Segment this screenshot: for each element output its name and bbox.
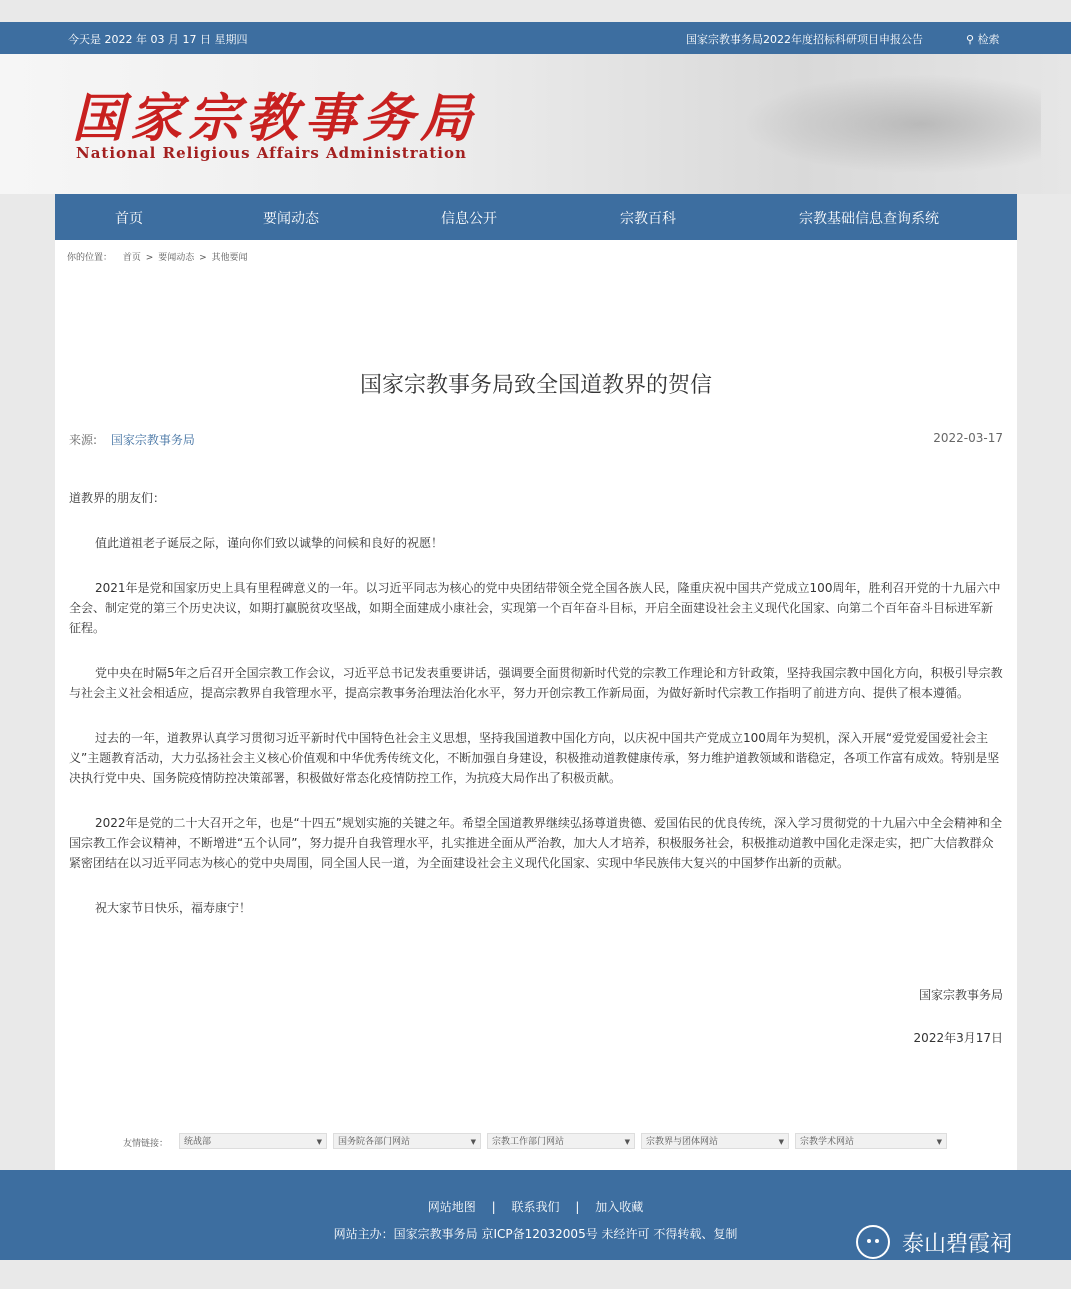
breadcrumb-prefix: 你的位置：: [67, 253, 113, 263]
article-title: 国家宗教事务局致全国道教界的贺信: [359, 373, 712, 398]
chevron-down-icon: ▼: [778, 1138, 784, 1146]
footer-links: [0, 1198, 1071, 1215]
breadcrumb-item-current[interactable]: 其他要闻: [211, 253, 248, 263]
footer-link-contact[interactable]: 联系我们: [511, 1200, 560, 1214]
wechat-icon: [856, 1225, 890, 1259]
friend-link-select-state-council[interactable]: [333, 1133, 481, 1149]
article-paragraph: 2021年是党和国家历史上具有里程碑意义的一年。以习近平同志为核心的党中央团结带领全党全国各族人民，隆重庆祝中国共产党成立100周年，胜利召开党的十九届六中全会、制定党的第三个历史决议，如期打赢脱贫攻坚战，如期全面建成小康社会，实现第一个百年奋斗目标，开启全面建设社会主义现代化国家、向第二个百年奋斗目标进军新征程。: [69, 581, 1001, 635]
article-source: [69, 431, 195, 448]
article-paragraph: 过去的一年，道教界认真学习贯彻习近平新时代中国特色社会主义思想，坚持我国道教中国化方向，以庆祝中国共产党成立100周年为契机，深入开展“爱党爱国爱社会主义”主题教育活动，大力弘扬社会主义核心价值观和中华优秀传统文化，不断加强自身建设，积极推动道教健康传承，努力维护道教领域和谐稳定，各项工作富有成效。特别是坚决执行党中央、国务院疫情防控决策部署，积极做好常态化疫情防控工作，为抗疫大局作出了积极贡献。: [69, 731, 1000, 785]
article-signature: 国家宗教事务局: [918, 988, 1003, 1002]
nav-item-encyclopedia[interactable]: 宗教百科: [620, 211, 676, 227]
source-link[interactable]: 国家宗教事务局: [110, 433, 195, 447]
footer-link-sitemap[interactable]: 网站地图: [427, 1200, 476, 1214]
select-value: 国务院各部门网站: [338, 1137, 411, 1147]
watermark-text: 泰山碧霞祠: [902, 1231, 1013, 1257]
site-logo[interactable]: 国家宗教事务局: [72, 88, 479, 149]
article-date: 2022-03-17: [933, 431, 1003, 445]
breadcrumb-separator: >: [145, 253, 154, 263]
chevron-down-icon: ▼: [316, 1138, 322, 1146]
breadcrumb-item-news[interactable]: 要闻动态: [158, 253, 195, 263]
article-paragraph: 党中央在时隔5年之后召开全国宗教工作会议，习近平总书记发表重要讲话，强调要全面贯彻新时代党的宗教工作理论和方针政策，坚持我国宗教中国化方向，积极引导宗教与社会主义社会相适应，提高宗教界自我管理水平，提高宗教事务治理法治化水平，努力开创宗教工作新局面，为做好新时代宗教工作指明了前进方向、提供了根本遵循。: [69, 666, 1003, 700]
friend-link-select-religious-groups[interactable]: [641, 1133, 789, 1149]
friend-link-select-religious-work[interactable]: [487, 1133, 635, 1149]
breadcrumb-item-home[interactable]: 首页: [122, 253, 141, 263]
nav-item-home[interactable]: 首页: [115, 211, 143, 227]
nav-item-news[interactable]: 要闻动态: [263, 211, 319, 227]
friend-link-select-academic[interactable]: [795, 1133, 947, 1149]
footer-host-info: 网站主办：国家宗教事务局 京ICP备12032005号 未经许可 不得转载、复制: [333, 1227, 738, 1241]
article-paragraph: 2022年是党的二十大召开之年，也是“十四五”规划实施的关键之年。希望全国道教界继续弘扬尊道贵德、爱国佑民的优良传统，深入学习贯彻党的十九届六中全会精神和全国宗教工作会议精神，不断增进“五个认同”，努力提升自我管理水平，扎实推进全面从严治教，加大人才培养，积极服务社会，积极推动道教中国化走深走实，把广大信教群众紧密团结在以习近平同志为核心的党中央周围，同全国人民一道，为全面建设社会主义现代化国家、实现中华民族伟大复兴的中国梦作出新的贡献。: [69, 816, 1002, 870]
top-bar: [0, 22, 1071, 54]
site-header: [0, 54, 1071, 194]
article-paragraph: 祝大家节日快乐，福寿康宁！: [95, 901, 252, 915]
header-decoration: [741, 74, 1041, 174]
article-paragraph: 值此道祖老子诞辰之际，谨向你们致以诚挚的问候和良好的祝愿！: [95, 536, 444, 550]
footer-separator: |: [575, 1200, 580, 1214]
footer-link-bookmark[interactable]: 加入收藏: [595, 1200, 644, 1214]
chevron-down-icon: ▼: [624, 1138, 630, 1146]
source-label: 来源:: [69, 433, 98, 447]
breadcrumb-separator: >: [199, 253, 207, 263]
article-greeting: 道教界的朋友们：: [69, 491, 166, 505]
select-value: 宗教学术网站: [800, 1137, 855, 1147]
chevron-down-icon: ▼: [470, 1138, 476, 1146]
friend-links-label: 友情链接：: [123, 1139, 169, 1149]
watermark: [856, 1222, 1012, 1262]
article-body: [69, 488, 1003, 943]
search-label: 检索: [977, 33, 1000, 46]
breadcrumb: [67, 250, 250, 263]
article-sign-date: 2022年3月17日: [913, 1031, 1003, 1045]
main-nav: [55, 194, 1017, 240]
footer-separator: |: [491, 1200, 496, 1214]
select-value: 宗教工作部门网站: [492, 1137, 565, 1147]
search-button[interactable]: [966, 31, 1000, 47]
nav-item-query-system[interactable]: 宗教基础信息查询系统: [799, 211, 939, 227]
article-container: [55, 240, 1017, 1170]
select-value: 统战部: [184, 1137, 212, 1147]
friend-link-select-united-front[interactable]: [179, 1133, 327, 1149]
nav-item-info[interactable]: 信息公开: [441, 211, 497, 227]
current-date: 今天是 2022 年 03 月 17 日 星期四: [68, 33, 248, 46]
site-logo-english: National Religious Affairs Administration: [76, 144, 467, 162]
select-value: 宗教界与团体网站: [646, 1137, 719, 1147]
notice-link[interactable]: 国家宗教事务局2022年度招标科研项目申报公告: [686, 33, 923, 46]
chevron-down-icon: ▼: [936, 1138, 942, 1146]
search-icon: ⚲: [966, 33, 975, 46]
